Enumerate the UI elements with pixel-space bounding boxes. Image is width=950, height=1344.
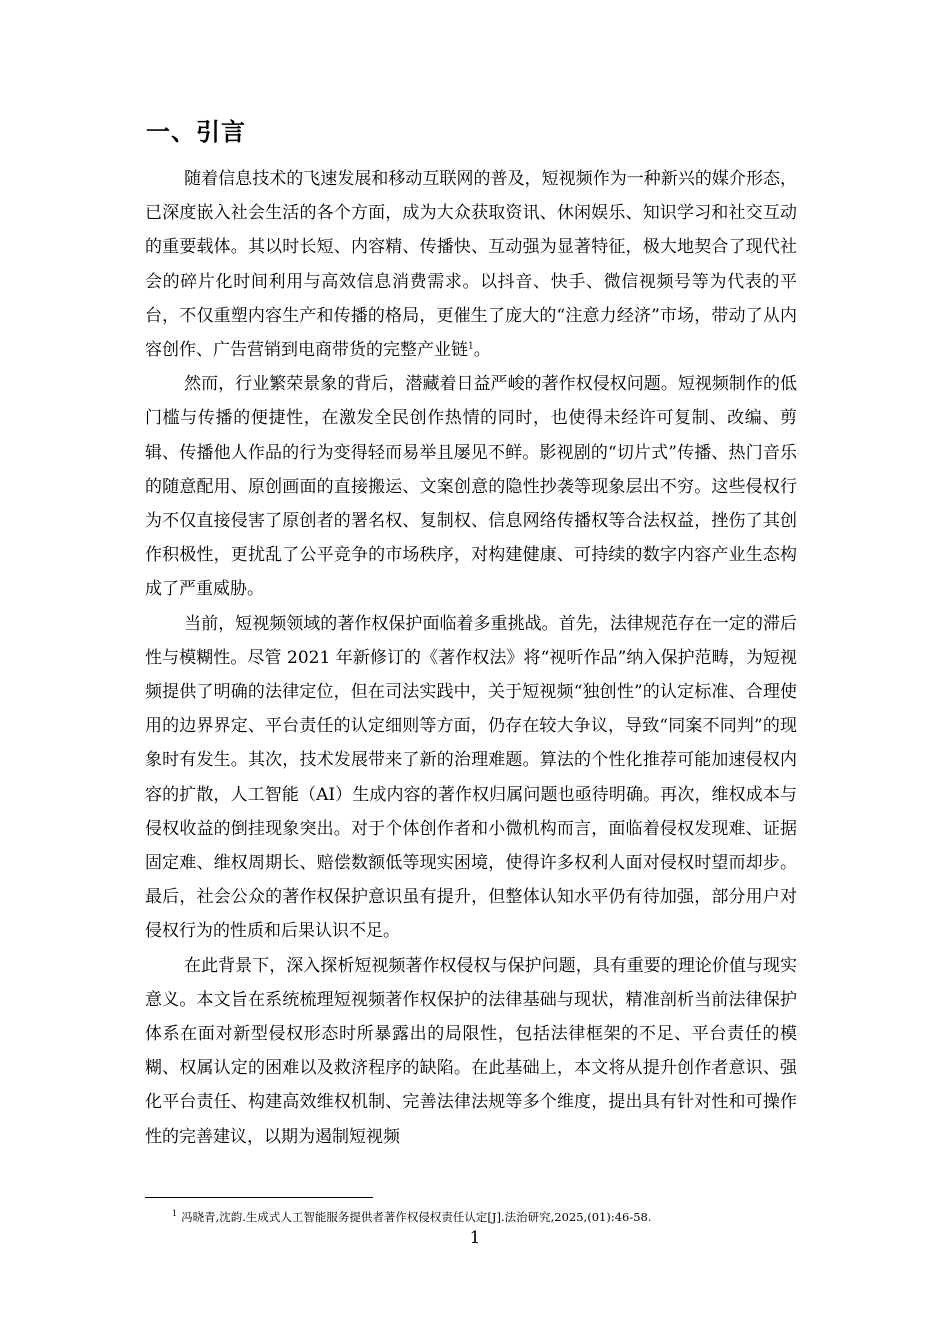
footnote-reference[interactable]: 1 (468, 341, 474, 352)
section-heading: 一、引言 (146, 118, 246, 146)
paragraph-1-text: 随着信息技术的飞速发展和移动互联网的普及，短视频作为一种新兴的媒介形态，已深度嵌入社会生活的各个方面，成为大众获取资讯、休闲娱乐、知识学习和社交互动的重要载体。其以时长短、内容精、传播快、互动强为显著特征，极大地契合了现代社会的碎片化时间利用与高效信息消费需求。以抖音、快手、微信视频号等为代表的平台，不仅重塑内容生产和传播的格局，更催生了庞大的“注意力经济”市场，带动了从内容创作、广告营销到电商带货的完整产业链 (145, 169, 797, 361)
paragraph-3: 当前，短视频领域的著作权保护面临着多重挑战。首先，法律规范存在一定的滞后性与模糊性。尽管 2021 年新修订的《著作权法》将“视听作品”纳入保护范畴，为短视频提供了明确的法律定位，但在司法实践中，关于短视频“独创性”的认定标准、合理使用的边界界定、平台责任的认定细则等方面，仍存在较大争议，导致“同案不同判”的现象时有发生。其次，技术发展带来了新的治理难题。算法的个性化推荐可能加速侵权内容的扩散，人工智能（AI）生成内容的著作权归属问题也亟待明确。再次，维权成本与侵权收益的倒挂现象突出。对于个体创作者和小微机构而言，面临着侵权发现难、证据固定难、维权周期长、赔偿数额低等现实困境，使得许多权利人面对侵权时望而却步。最后，社会公众的著作权保护意识虽有提升，但整体认知水平仍有待加强，部分用户对侵权行为的性质和后果认识不足。 (145, 613, 797, 942)
paragraph-1 (145, 162, 797, 367)
footnote (172, 1209, 812, 1225)
paragraph-1-tail: 。 (473, 340, 491, 361)
paragraph-2: 然而，行业繁荣景象的背后，潜藏着日益严峻的著作权侵权问题。短视频制作的低门槛与传播的便捷性，在激发全民创作热情的同时，也使得未经许可复制、改编、剪辑、传播他人作品的行为变得轻而易举且屡见不鲜。影视剧的“切片式”传播、热门音乐的随意配用、原创画面的直接搬运、文案创意的隐性抄袭等现象层出不穷。这些侵权行为不仅直接侵害了原创者的署名权、复制权、信息网络传播权等合法权益，挫伤了其创作积极性，更扰乱了公平竞争的市场秩序，对构建健康、可持续的数字内容产业生态构成了严重威胁。 (145, 374, 797, 600)
paragraph-4: 在此背景下，深入探析短视频著作权侵权与保护问题，具有重要的理论价值与现实意义。本文旨在系统梳理短视频著作权保护的法律基础与现状，精准剖析当前法律保护体系在面对新型侵权形态时所暴露出的局限性，包括法律框架的不足、平台责任的模糊、权属认定的困难以及救济程序的缺陷。在此基础上，本文将从提升创作者意识、强化平台责任、构建高效维权机制、完善法律法规等多个维度，提出具有针对性和可操作性的完善建议，以期为遏制短视频 (145, 955, 797, 1147)
body-text (145, 162, 797, 1154)
footnote-divider (145, 1197, 373, 1198)
footnote-text: 冯晓青,沈韵.生成式人工智能服务提供者著作权侵权责任认定[J].法治研究,2025,(01):46-58. (181, 1210, 652, 1224)
footnote-mark: 1 (172, 1209, 178, 1219)
page-number: 1 (469, 1228, 481, 1248)
